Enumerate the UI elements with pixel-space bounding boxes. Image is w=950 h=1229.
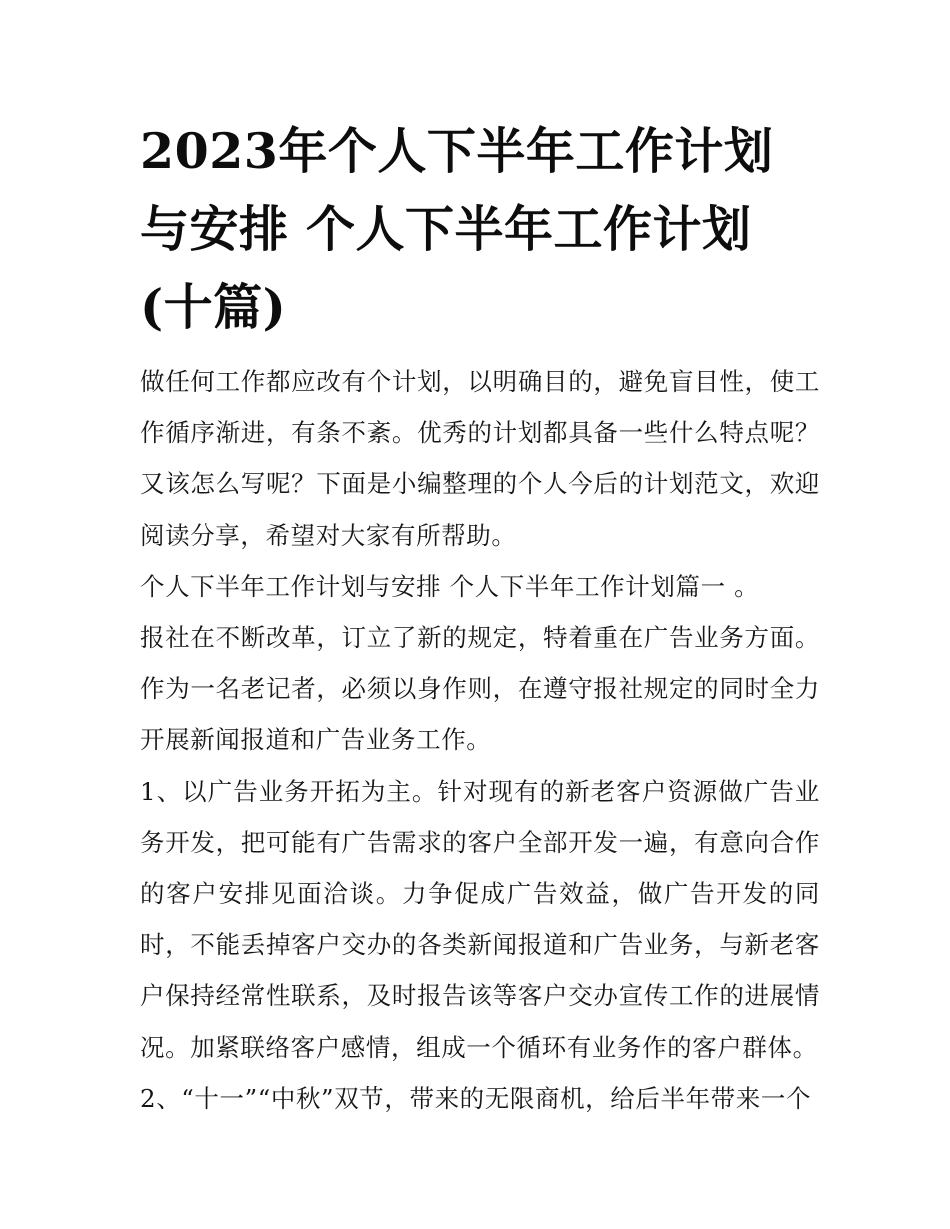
document-body	[140, 356, 820, 1124]
section-heading: 个人下半年工作计划与安排 个人下半年工作计划篇一 。	[140, 571, 760, 601]
document-title: 2023年个人下半年工作计划与安排 个人下半年工作计划(十篇)	[140, 122, 774, 336]
intro-paragraph: 做任何工作都应改有个计划，以明确目的，避免盲目性，使工作循序渐进，有条不紊。优秀的计划都具备一些什么特点呢？又该怎么写呢？下面是小编整理的个人今后的计划范文，欢迎阅读分享，希望对大家有所帮助。	[140, 367, 820, 550]
list-item-1: 1、以广告业务开拓为主。针对现有的新老客户资源做广告业务开发，把可能有广告需求的客户全部开发一遍，有意向合作的客户安排见面洽谈。力争促成广告效益，做广告开发的同时，不能丢掉客户交办的各类新闻报道和广告业务，与新老客户保持经常性联系，及时报告该等客户交办宣传工作的进展情况。加紧联络客户感情，组成一个循环有业务作的客户群体。	[140, 776, 820, 1062]
body-paragraph: 报社在不断改革，订立了新的规定，特着重在广告业务方面。作为一名老记者，必须以身作则，在遵守报社规定的同时全力开展新闻报道和广告业务工作。	[140, 623, 820, 755]
list-item-2: 2、“十一”“中秋”双节，带来的无限商机，给后半年带来一个	[140, 1083, 812, 1113]
